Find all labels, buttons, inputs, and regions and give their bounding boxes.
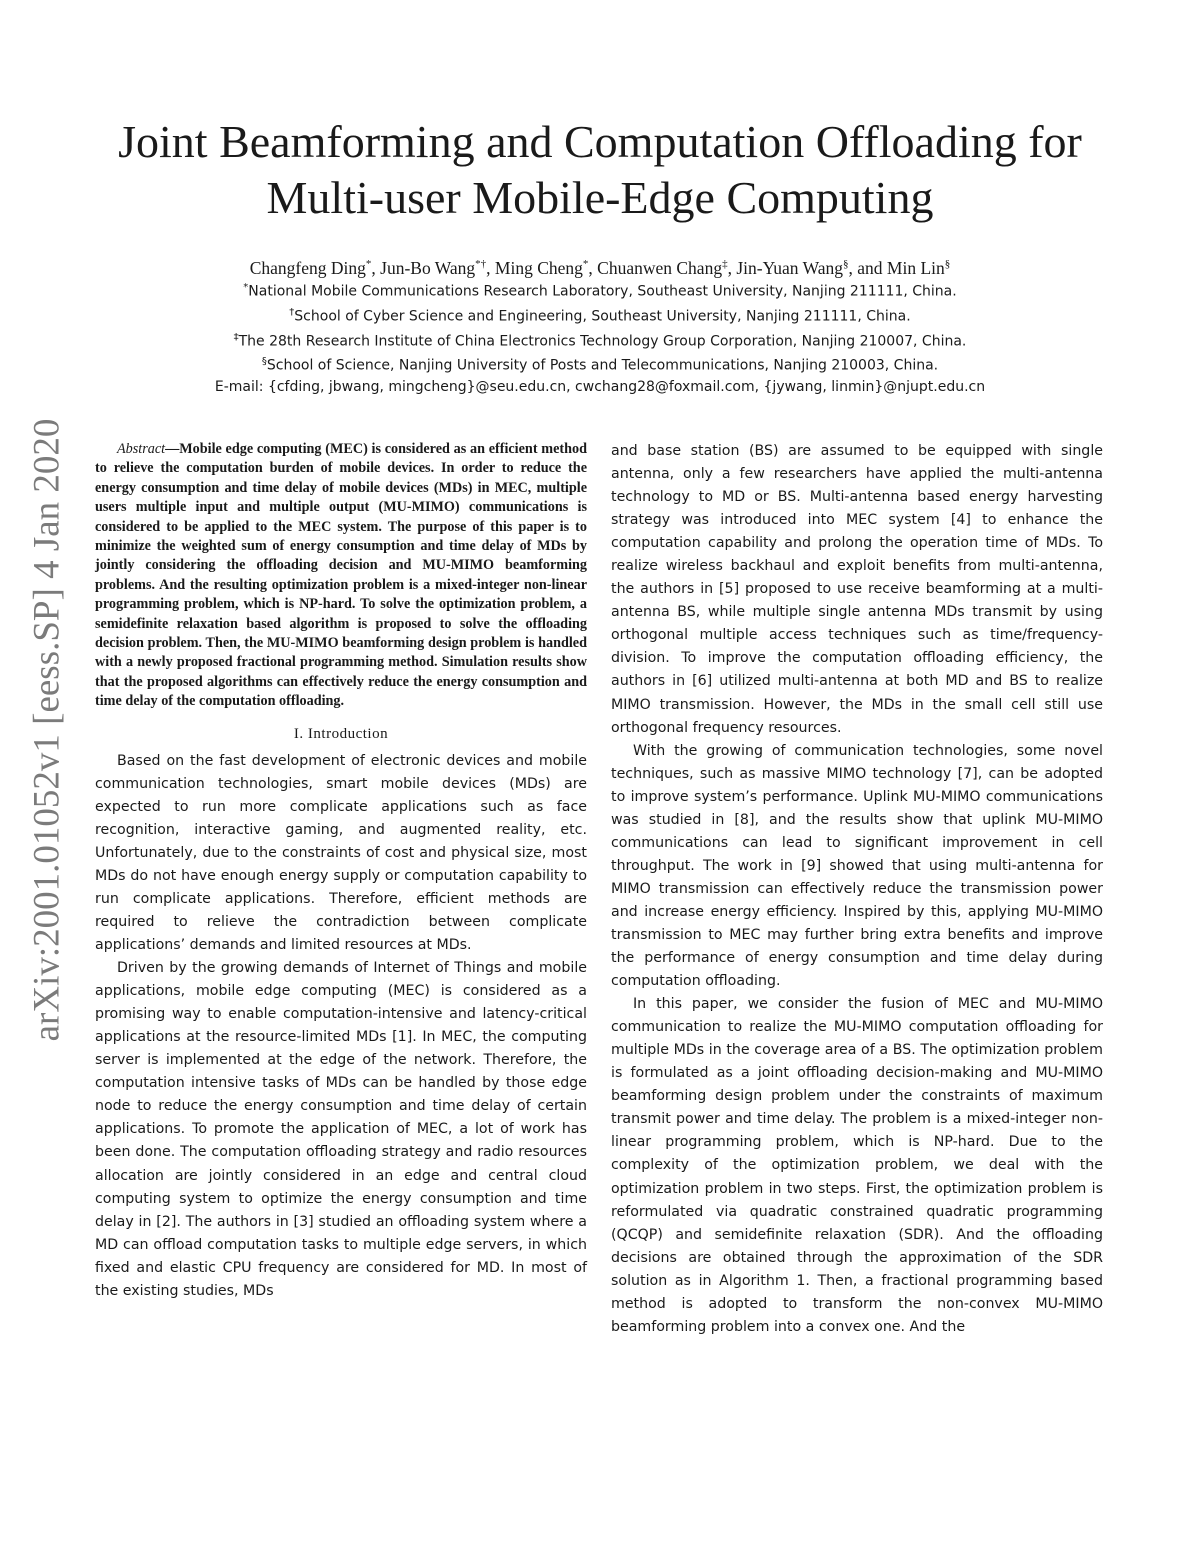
author-name: Changfeng Ding (249, 257, 366, 278)
abstract-label: Abstract (117, 441, 166, 457)
affiliation-mark: † (289, 307, 295, 318)
author-mark: * (582, 258, 589, 270)
body-paragraph: With the growing of communication technologies, some novel techniques, such as massive MIMO technology [7], can be adopted to improve system’s performance. Uplink MU-MIMO communications was studied in [8], and the results show that uplink MU-MIMO communications can lead to significant improvement in cell throughput. The work in [9] showed that using multi-antenna for MIMO transmission can effectively reduce the transmission power and increase energy efficiency. Inspired by this, applying MU-MIMO transmission to MEC may further bring extra benefits and improve the performance of energy consumption and time delay during computation offloading. (611, 742, 1103, 990)
abstract (95, 440, 587, 712)
affiliation (60, 303, 1140, 327)
title-line-1: Joint Beamforming and Computation Offloading for (118, 116, 1082, 167)
affiliation-mark: ‡ (233, 332, 239, 343)
arxiv-stamp-text: arXiv:2001.01052v1 [eess.SP] 4 Jan 2020 (26, 418, 68, 1042)
author-name: Ming Cheng (494, 257, 583, 278)
email-line: E-mail: {cfding, jbwang, mingcheng}@seu.edu.cn, cwchang28@foxmail.com, {jywang, linmin}@njupt.edu.cn (214, 379, 986, 395)
body-paragraph: Driven by the growing demands of Internet of Things and mobile applications, mobile edge computing (MEC) is considered as a promising way to enable computation-intensive and latency-critical applications at the resource-limited MDs [1]. In MEC, the computing server is implemented at the edge of the network. Therefore, the computation intensive tasks of MDs can be handled by those edge node to reduce the energy consumption and time delay of certain applications. To promote the application of MEC, a lot of work has been done. The computation offloading strategy and radio resources allocation are jointly considered in an edge and central cloud computing system to optimize the energy consumption and time delay in [2]. The authors in [3] studied an offloading system where a MD can offload computation tasks to multiple edge servers, in which fixed and elastic CPU frequency are considered for MD. In most of the existing studies, MDs (95, 960, 587, 1299)
affiliation-mark: * (243, 282, 249, 293)
author-name: Jin-Yuan Wang (736, 257, 843, 278)
affiliation (60, 278, 1140, 302)
affiliation-text: The 28th Research Institute of China Electronics Technology Group Corporation, Nanjing 210007, China. (238, 333, 967, 350)
author-mark: ‡ (722, 258, 728, 270)
affiliation-text: School of Cyber Science and Engineering, Southeast University, Nanjing 211111, China. (294, 308, 911, 325)
body-paragraph: In this paper, we consider the fusion of MEC and MU-MIMO communication to realize the MU-MIMO computation offloading for multiple MDs in the coverage area of a BS. The optimization problem is formulated as a joint offloading decision-making and MU-MIMO beamforming design problem under the constraints of maximum transmit power and time delay. The problem is a mixed-integer non-linear programming problem, which is NP-hard. Due to the complexity of the optimization problem, we deal with the optimization problem in two steps. First, the optimization problem is reformulated via quadratic constrained quadratic programming (QCQP) and semidefinite relaxation (SDR). And the offloading decisions are obtained through the approximation of the SDR solution as in Algorithm 1. Then, a fractional programming based method is adopted to transform the non-convex MU-MIMO beamforming problem into a convex one. And the (611, 996, 1103, 1335)
affiliation-text: National Mobile Communications Research Laboratory, Southeast University, Nanjing 211111, China. (248, 283, 957, 300)
paper-title (60, 114, 1140, 226)
affiliation-mark: § (261, 356, 267, 367)
abstract-body: —Mobile edge computing (MEC) is considered as an efficient method to relieve the computation burden of mobile devices. In order to reduce the energy consumption and time delay of mobile devices (MDs) in MEC, multiple users multiple input and multiple output (MU-MIMO) communications is considered to be applied to the MEC system. The purpose of this paper is to minimize the weighted sum of energy consumption and time delay of MDs by jointly considering the offloading decision and MU-MIMO beamforming problems. And the resulting optimization problem is a mixed-integer non-linear programming problem, which is NP-hard. To solve the optimization problem, a semidefinite relaxation based algorithm is proposed to solve the offloading decision problem. Then, the MU-MIMO beamforming design problem is handled with a newly proposed fractional programming method. Simulation results show that the proposed algorithms can effectively reduce the energy consumption and time delay of the computation offloading. (95, 441, 587, 710)
section-heading: I. Introduction (293, 725, 389, 742)
body-paragraph: and base station (BS) are assumed to be equipped with single antenna, only a few researchers have applied the multi-antenna technology to MD or BS. Multi-antenna based energy harvesting strategy was introduced into MEC system [4] to enhance the computation capability and prolong the operation time of MDs. To realize wireless backhaul and exploit benefits from multi-antenna, the authors in [5] proposed to use receive beamforming at a multi-antenna BS, while multiple single antenna MDs transmit by using orthogonal multiple access techniques such as time/frequency-division. To improve the computation offloading efficiency, the authors in [6] utilized multi-antenna at both MD and BS to realize MIMO transmission. However, the MDs in the small cell still use orthogonal frequency resources. (611, 443, 1103, 736)
author-name: Chuanwen Chang (597, 257, 723, 278)
author-mark: * (365, 258, 372, 270)
affiliation (60, 328, 1140, 352)
affiliation (60, 352, 1140, 376)
title-line-2: Multi-user Mobile-Edge Computing (266, 172, 934, 223)
author-mark: § (944, 258, 951, 270)
right-column (611, 440, 1103, 1339)
arxiv-identifier-stamp (23, 390, 71, 1070)
affiliation-text: School of Science, Nanjing University of Posts and Telecommunications, Nanjing 210003, China. (266, 357, 939, 374)
author-list: Changfeng Ding*, Jun-Bo Wang*†, Ming Cheng*, Chuanwen Chang‡, Jin-Yuan Wang§, and Min Lin§ (249, 257, 951, 278)
author-mark: § (843, 258, 849, 270)
left-column (95, 440, 587, 1303)
author-name: Jun-Bo Wang (380, 257, 476, 278)
author-mark: *† (475, 258, 487, 270)
author-name: Min Lin (886, 257, 945, 278)
body-paragraph: Based on the fast development of electronic devices and mobile communication technologies, smart mobile devices (MDs) are expected to run more complicate applications such as face recognition, interactive gaming, and augmented reality, etc. Unfortunately, due to the constraints of cost and physical size, most MDs do not have enough energy supply or computation capability to run complicate applications. Therefore, efficient methods are required to relieve the contradiction between complicate applications’ demands and limited resources at MDs. (95, 752, 587, 954)
